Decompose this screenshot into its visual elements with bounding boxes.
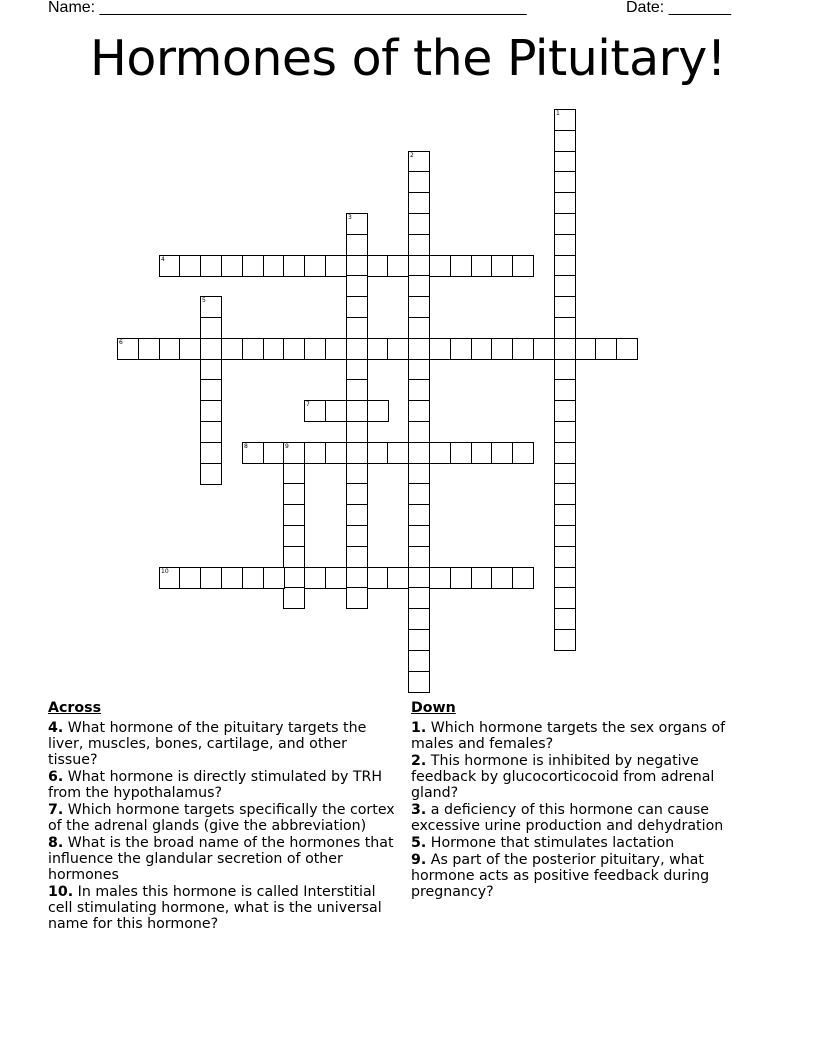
crossword-cell[interactable] xyxy=(346,255,368,277)
crossword-cell[interactable] xyxy=(450,338,472,360)
crossword-cell[interactable] xyxy=(387,338,409,360)
crossword-cell[interactable] xyxy=(304,255,326,277)
cell-number: 5 xyxy=(202,297,206,304)
crossword-cell[interactable] xyxy=(283,463,305,485)
cell-number: 8 xyxy=(244,443,248,450)
crossword-cell[interactable] xyxy=(367,255,389,277)
crossword-cell[interactable] xyxy=(200,296,222,318)
crossword-cell[interactable] xyxy=(408,275,430,297)
crossword-cell[interactable] xyxy=(325,338,347,360)
crossword-cell[interactable] xyxy=(283,546,305,568)
crossword-cell[interactable] xyxy=(408,234,430,256)
clue-text: As part of the posterior pituitary, what hormone acts as positive feedback during pregnancy? xyxy=(411,852,710,900)
across-clues xyxy=(48,700,398,933)
crossword-cell[interactable] xyxy=(346,379,368,401)
crossword-cell[interactable] xyxy=(554,359,576,381)
crossword-cell[interactable] xyxy=(387,442,409,464)
crossword-cell[interactable] xyxy=(346,400,368,422)
crossword-cell[interactable] xyxy=(408,671,430,693)
crossword-cell[interactable] xyxy=(283,587,305,609)
crossword-cell[interactable] xyxy=(554,213,576,235)
crossword-cell[interactable] xyxy=(200,255,222,277)
crossword-cell[interactable] xyxy=(408,338,430,360)
crossword-cell[interactable] xyxy=(554,171,576,193)
date-field[interactable]: Date: _______ xyxy=(626,0,731,16)
crossword-cell[interactable] xyxy=(346,234,368,256)
crossword-cell[interactable] xyxy=(325,567,347,589)
crossword-cell[interactable] xyxy=(408,317,430,339)
crossword-cell[interactable] xyxy=(263,567,285,589)
crossword-cell[interactable] xyxy=(554,504,576,526)
crossword-cell[interactable] xyxy=(554,546,576,568)
cell-number: 3 xyxy=(348,214,352,221)
crossword-cell[interactable] xyxy=(491,338,513,360)
down-clue-1 xyxy=(411,720,751,752)
crossword-cell[interactable] xyxy=(533,338,555,360)
crossword-cell[interactable] xyxy=(283,338,305,360)
crossword-cell[interactable] xyxy=(408,442,430,464)
crossword-cell[interactable] xyxy=(242,338,264,360)
crossword-cell[interactable] xyxy=(346,442,368,464)
crossword-cell[interactable] xyxy=(408,608,430,630)
crossword-cell[interactable] xyxy=(512,567,534,589)
crossword-cell[interactable] xyxy=(367,338,389,360)
crossword-cell[interactable] xyxy=(616,338,638,360)
crossword-cell[interactable] xyxy=(346,213,368,235)
clue-number: 8. xyxy=(48,835,64,851)
crossword-cell[interactable] xyxy=(408,171,430,193)
crossword-cell[interactable] xyxy=(221,567,243,589)
crossword-cell[interactable] xyxy=(554,442,576,464)
down-clues xyxy=(411,700,751,901)
crossword-cell[interactable] xyxy=(367,400,389,422)
page-title: Hormones of the Pituitary! xyxy=(90,30,726,87)
crossword-cell[interactable] xyxy=(346,483,368,505)
crossword-cell[interactable] xyxy=(429,567,451,589)
crossword-cell[interactable] xyxy=(429,338,451,360)
crossword-cell[interactable] xyxy=(408,546,430,568)
crossword-cell[interactable] xyxy=(346,275,368,297)
crossword-cell[interactable] xyxy=(408,192,430,214)
crossword-cell[interactable] xyxy=(242,255,264,277)
crossword-cell[interactable] xyxy=(179,255,201,277)
crossword-cell[interactable] xyxy=(325,442,347,464)
crossword-cell[interactable] xyxy=(346,525,368,547)
crossword-cell[interactable] xyxy=(346,359,368,381)
crossword-cell[interactable] xyxy=(450,255,472,277)
crossword-cell[interactable] xyxy=(221,338,243,360)
crossword-cell[interactable] xyxy=(346,421,368,443)
crossword-cell[interactable] xyxy=(263,442,285,464)
crossword-cell[interactable] xyxy=(408,504,430,526)
clue-number: 1. xyxy=(411,720,427,736)
crossword-cell[interactable] xyxy=(554,109,576,131)
cell-number: 10 xyxy=(161,568,169,575)
crossword-cell[interactable] xyxy=(471,255,493,277)
crossword-cell[interactable] xyxy=(263,338,285,360)
clue-text: Which hormone targets the sex organs of males and females? xyxy=(411,720,726,752)
crossword-cell[interactable] xyxy=(179,567,201,589)
clue-text: Which hormone targets specifically the cortex of the adrenal glands (give the abbreviation) xyxy=(48,802,395,834)
clue-text: What hormone of the pituitary targets the liver, muscles, bones, cartilage, and other tissue? xyxy=(48,720,367,768)
crossword-cell[interactable] xyxy=(408,359,430,381)
crossword-cell[interactable] xyxy=(346,546,368,568)
crossword-cell[interactable] xyxy=(325,400,347,422)
crossword-cell[interactable] xyxy=(554,379,576,401)
clue-number: 7. xyxy=(48,802,64,818)
crossword-cell[interactable] xyxy=(554,275,576,297)
crossword-cell[interactable] xyxy=(554,317,576,339)
crossword-cell[interactable] xyxy=(491,567,513,589)
crossword-cell[interactable] xyxy=(554,400,576,422)
crossword-cell[interactable] xyxy=(554,525,576,547)
down-clue-3 xyxy=(411,802,751,834)
crossword-cell[interactable] xyxy=(346,567,368,589)
clue-text: What hormone is directly stimulated by TRH from the hypothalamus? xyxy=(48,769,383,801)
crossword-cell[interactable] xyxy=(554,463,576,485)
cell-number: 1 xyxy=(556,110,560,117)
crossword-cell[interactable] xyxy=(408,629,430,651)
crossword-cell[interactable] xyxy=(471,338,493,360)
crossword-cell[interactable] xyxy=(304,400,326,422)
across-clue-7 xyxy=(48,802,398,834)
crossword-cell[interactable] xyxy=(408,400,430,422)
crossword-cell[interactable] xyxy=(554,608,576,630)
crossword-cell[interactable] xyxy=(491,442,513,464)
crossword-cell[interactable] xyxy=(554,629,576,651)
crossword-cell[interactable] xyxy=(554,483,576,505)
clue-number: 2. xyxy=(411,753,427,769)
crossword-cell[interactable] xyxy=(429,255,451,277)
crossword-cell[interactable] xyxy=(554,567,576,589)
crossword-cell[interactable] xyxy=(346,587,368,609)
crossword-cell[interactable] xyxy=(283,255,305,277)
crossword-cell[interactable] xyxy=(242,567,264,589)
crossword-cell[interactable] xyxy=(575,338,597,360)
crossword-cell[interactable] xyxy=(554,421,576,443)
crossword-cell[interactable] xyxy=(554,130,576,152)
across-clue-10 xyxy=(48,884,398,932)
crossword-cell[interactable] xyxy=(554,587,576,609)
crossword-cell[interactable] xyxy=(408,650,430,672)
crossword-cell[interactable] xyxy=(450,442,472,464)
clue-text: Hormone that stimulates lactation xyxy=(430,835,675,851)
crossword-cell[interactable] xyxy=(346,338,368,360)
crossword-cell[interactable] xyxy=(283,525,305,547)
cell-number: 7 xyxy=(306,401,310,408)
crossword-cell[interactable] xyxy=(159,567,181,589)
crossword-cell[interactable] xyxy=(200,567,222,589)
down-clue-9 xyxy=(411,852,751,900)
cell-number: 6 xyxy=(119,339,123,346)
crossword-cell[interactable] xyxy=(159,338,181,360)
clue-text: What is the broad name of the hormones that influence the glandular secretion of other hormones xyxy=(48,835,394,883)
crossword-cell[interactable] xyxy=(325,255,347,277)
crossword-cell[interactable] xyxy=(471,442,493,464)
crossword-cell[interactable] xyxy=(554,255,576,277)
crossword-cell[interactable] xyxy=(283,567,305,589)
clue-text: This hormone is inhibited by negative feedback by glucocorticocoid from adrenal gland? xyxy=(411,753,715,801)
crossword-cell[interactable] xyxy=(200,359,222,381)
crossword-cell[interactable] xyxy=(554,234,576,256)
crossword-cell[interactable] xyxy=(408,213,430,235)
crossword-cell[interactable] xyxy=(512,255,534,277)
crossword-cell[interactable] xyxy=(408,463,430,485)
crossword-cell[interactable] xyxy=(408,525,430,547)
crossword-cell[interactable] xyxy=(387,567,409,589)
crossword-cell[interactable] xyxy=(408,296,430,318)
crossword-cell[interactable] xyxy=(512,442,534,464)
crossword-cell[interactable] xyxy=(283,504,305,526)
crossword-cell[interactable] xyxy=(346,504,368,526)
crossword-cell[interactable] xyxy=(200,442,222,464)
crossword-cell[interactable] xyxy=(242,442,264,464)
crossword-cell[interactable] xyxy=(554,296,576,318)
crossword-cell[interactable] xyxy=(179,338,201,360)
crossword-cell[interactable] xyxy=(367,567,389,589)
crossword-cell[interactable] xyxy=(450,567,472,589)
clue-number: 5. xyxy=(411,835,427,851)
cell-number: 4 xyxy=(161,256,165,263)
crossword-cell[interactable] xyxy=(200,338,222,360)
name-field[interactable]: Name: ________________________________________________ xyxy=(48,0,527,16)
crossword-cell[interactable] xyxy=(200,379,222,401)
crossword-cell[interactable] xyxy=(263,255,285,277)
crossword-cell[interactable] xyxy=(554,338,576,360)
crossword-cell[interactable] xyxy=(408,255,430,277)
crossword-cell[interactable] xyxy=(159,255,181,277)
across-heading: Across xyxy=(48,700,102,716)
crossword-cell[interactable] xyxy=(346,296,368,318)
crossword-cell[interactable] xyxy=(304,442,326,464)
crossword-cell[interactable] xyxy=(491,255,513,277)
cell-number: 9 xyxy=(285,443,289,450)
crossword-cell[interactable] xyxy=(221,255,243,277)
crossword-cell[interactable] xyxy=(346,317,368,339)
crossword-cell[interactable] xyxy=(408,421,430,443)
down-clue-5 xyxy=(411,835,751,851)
cell-number: 2 xyxy=(410,152,414,159)
crossword-cell[interactable] xyxy=(200,463,222,485)
crossword-cell[interactable] xyxy=(595,338,617,360)
crossword-cell[interactable] xyxy=(138,338,160,360)
clue-number: 9. xyxy=(411,852,427,868)
clue-number: 10. xyxy=(48,884,74,900)
across-clue-4 xyxy=(48,720,398,768)
clue-number: 4. xyxy=(48,720,64,736)
crossword-cell[interactable] xyxy=(387,255,409,277)
crossword-cell[interactable] xyxy=(408,587,430,609)
crossword-cell[interactable] xyxy=(283,442,305,464)
clue-text: a deficiency of this hormone can cause excessive urine production and dehydration xyxy=(411,802,724,834)
crossword-cell[interactable] xyxy=(346,463,368,485)
clue-number: 3. xyxy=(411,802,427,818)
crossword-cell[interactable] xyxy=(554,151,576,173)
clue-number: 6. xyxy=(48,769,64,785)
crossword-cell[interactable] xyxy=(554,192,576,214)
crossword-cell[interactable] xyxy=(304,567,326,589)
crossword-cell[interactable] xyxy=(471,567,493,589)
crossword-cell[interactable] xyxy=(200,400,222,422)
crossword-cell[interactable] xyxy=(408,379,430,401)
clue-text: In males this hormone is called Interstitial cell stimulating hormone, what is the universal name for this hormone? xyxy=(48,884,382,932)
crossword-cell[interactable] xyxy=(408,483,430,505)
crossword-cell[interactable] xyxy=(117,338,139,360)
crossword-cell[interactable] xyxy=(304,338,326,360)
across-clue-6 xyxy=(48,769,398,801)
down-clue-2 xyxy=(411,753,751,801)
crossword-cell[interactable] xyxy=(367,442,389,464)
crossword-cell[interactable] xyxy=(429,442,451,464)
crossword-cell[interactable] xyxy=(408,567,430,589)
down-heading: Down xyxy=(411,700,456,716)
across-clue-8 xyxy=(48,835,398,883)
crossword-cell[interactable] xyxy=(408,151,430,173)
crossword-cell[interactable] xyxy=(283,483,305,505)
crossword-cell[interactable] xyxy=(200,317,222,339)
crossword-cell[interactable] xyxy=(512,338,534,360)
crossword-cell[interactable] xyxy=(200,421,222,443)
